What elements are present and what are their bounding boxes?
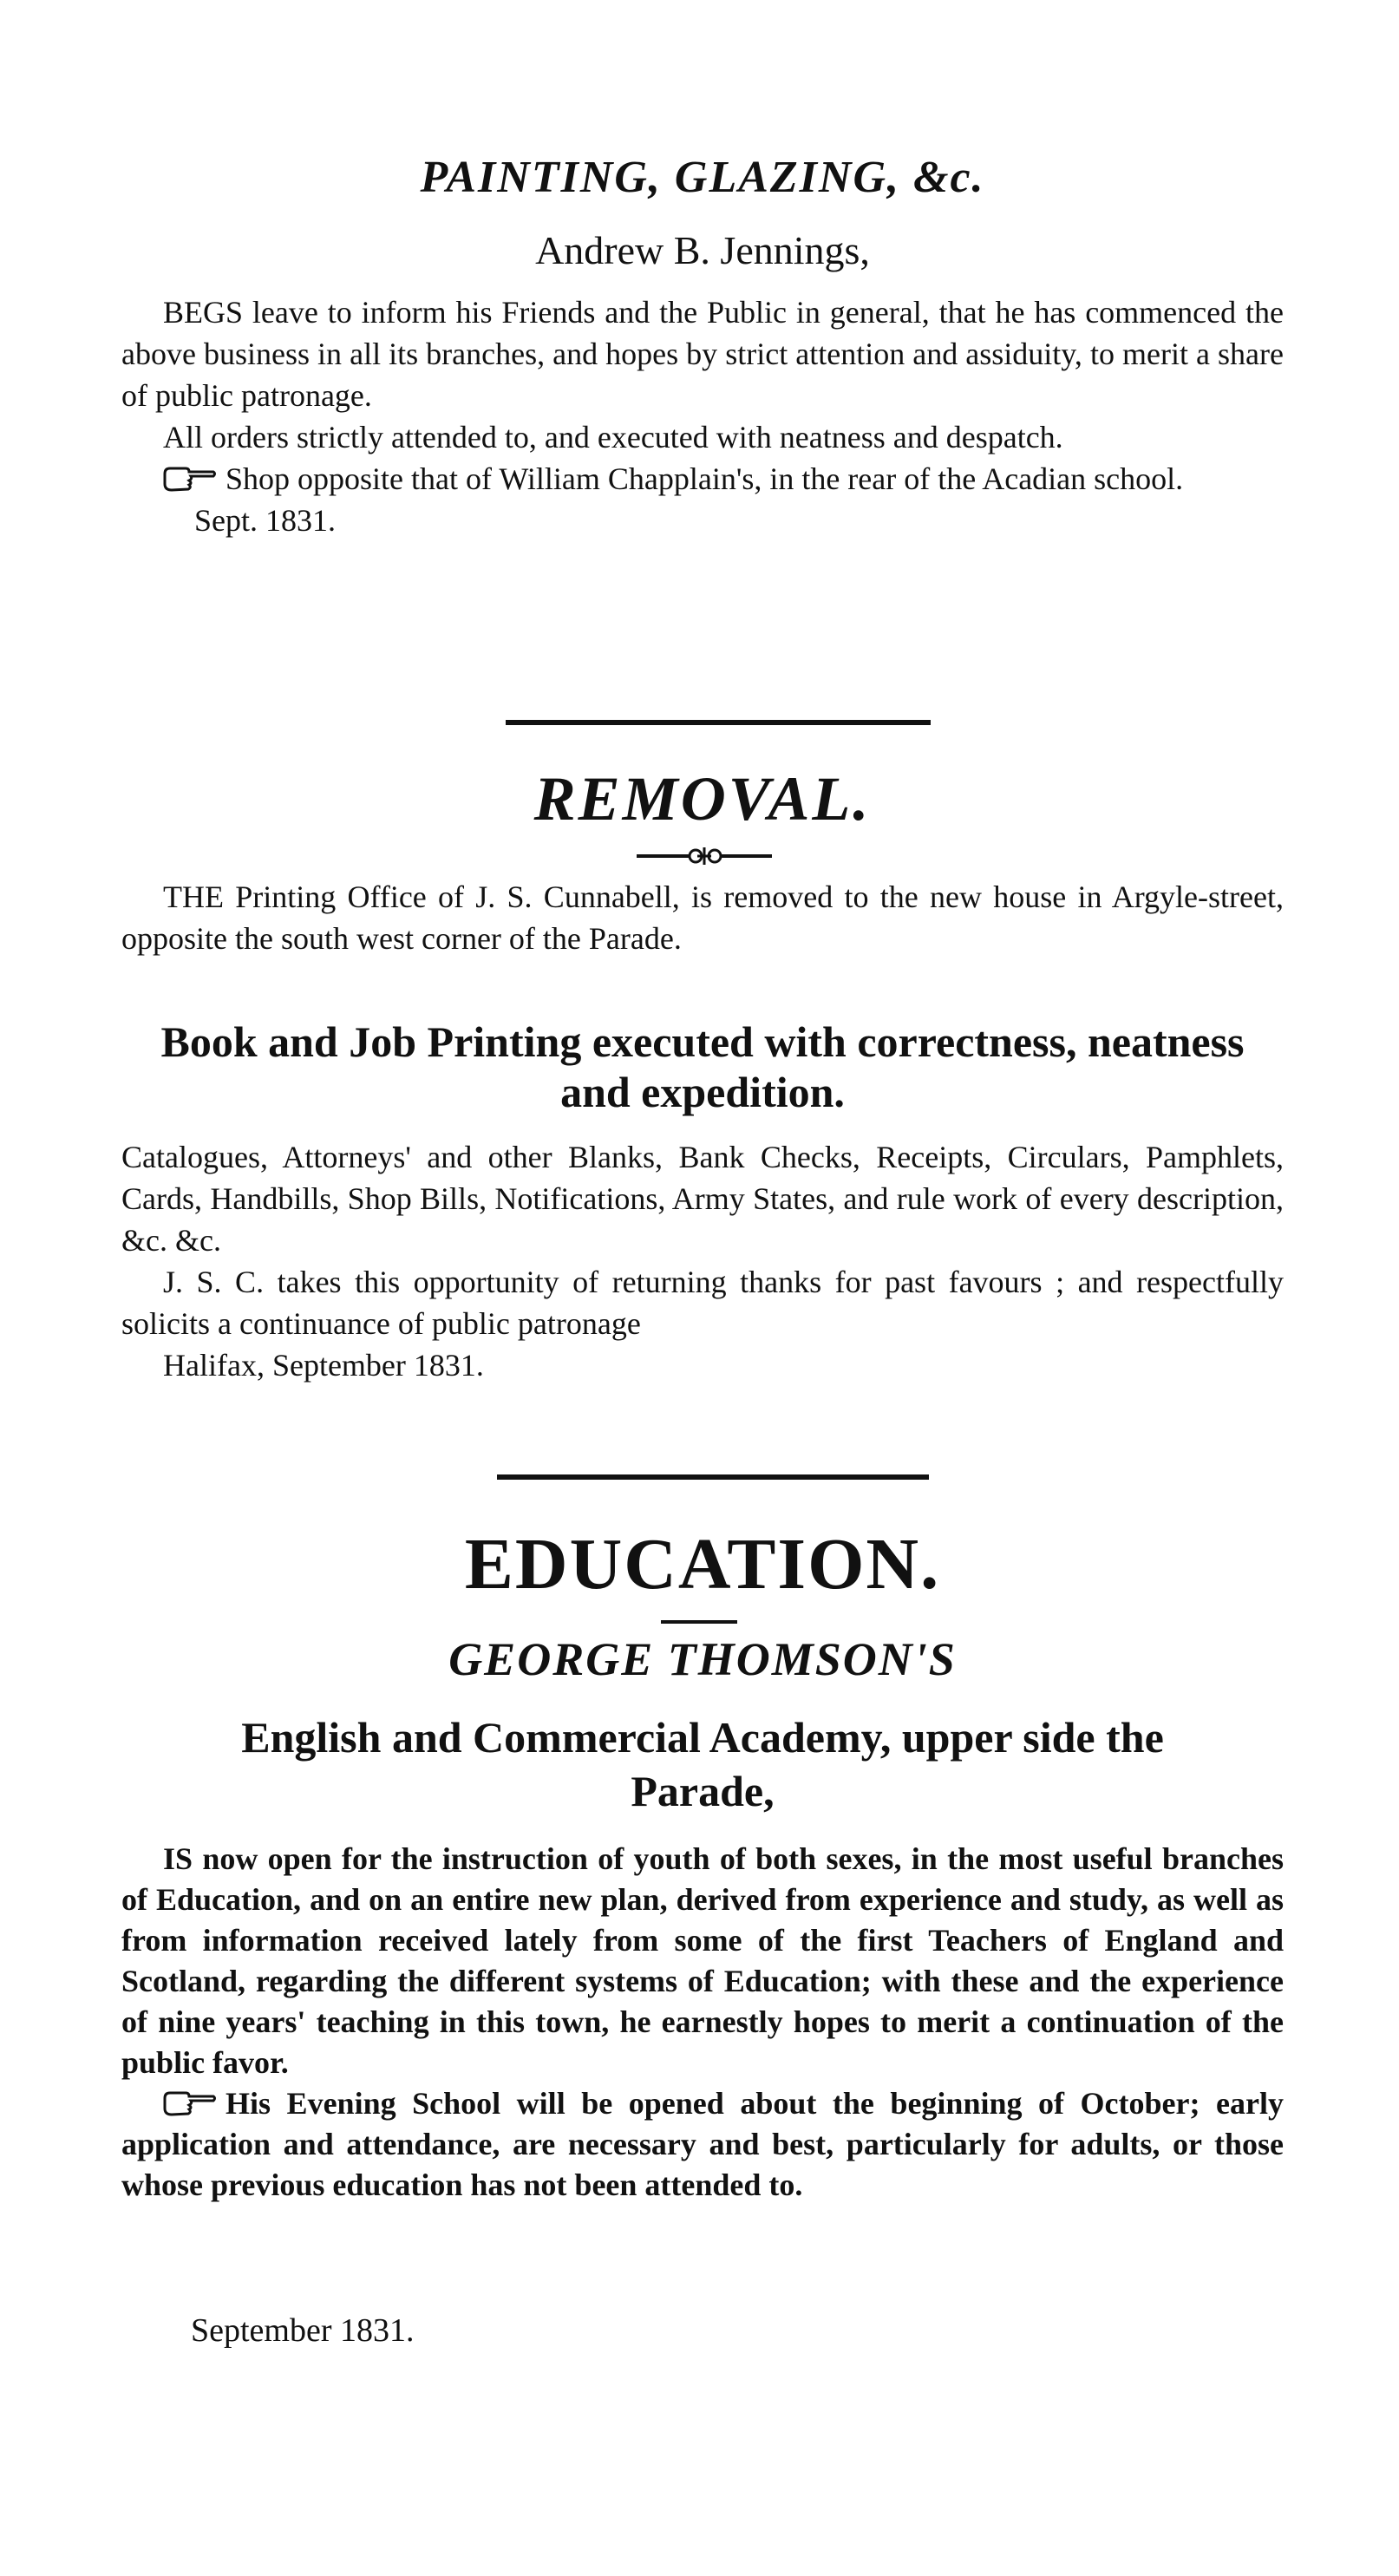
painting-paragraph-2: All orders strictly attended to, and executed with neatness and despatch. bbox=[163, 420, 1063, 454]
education-paragraph-2 bbox=[121, 2083, 1284, 2206]
removal-title: REMOVAL. bbox=[533, 764, 872, 834]
removal-date: Halifax, September 1831. bbox=[163, 1348, 484, 1383]
education-headline: English and Commercial Academy, upper side the Parade, bbox=[241, 1713, 1164, 1815]
education-date: September 1831. bbox=[191, 2312, 415, 2349]
section-divider bbox=[497, 1474, 929, 1480]
removal-body bbox=[121, 876, 1284, 959]
painting-body bbox=[121, 291, 1284, 541]
removal-paragraph-2: Catalogues, Attorneys' and other Blanks, Bank Checks, Receipts, Circulars, Pamphlets, Cards, Handbills, Shop Bills, Notifications, Army States, and rule work of every description, &c. &c. bbox=[121, 1140, 1284, 1258]
painting-paragraph-3-text: Shop opposite that of William Chapplain's, in the rear of the Acadian school. bbox=[226, 461, 1184, 496]
short-divider bbox=[661, 1620, 737, 1624]
painting-name: Andrew B. Jennings, bbox=[535, 228, 870, 272]
painting-date: Sept. 1831. bbox=[194, 503, 337, 538]
painting-paragraph-1: BEGS leave to inform his Friends and the Public in general, that he has commenced the above business in all its branches, and hopes by strict attention and assiduity, to merit a share of public patronage. bbox=[121, 295, 1284, 413]
pointing-hand-icon bbox=[163, 2091, 217, 2117]
section-divider bbox=[506, 720, 931, 725]
education-paragraph-2-text: His Evening School will be opened about the beginning of October; early application and attendance, are necessary and best, particularly for adults, or those whose previous education has not been attended to. bbox=[121, 2086, 1284, 2202]
painting-title: PAINTING, GLAZING, &c. bbox=[420, 153, 985, 202]
education-title: EDUCATION. bbox=[464, 1524, 941, 1605]
removal-paragraph-3: J. S. C. takes this opportunity of returning thanks for past favours ; and respectfully solicits a continuance of public patronage bbox=[121, 1265, 1284, 1341]
painting-paragraph-3 bbox=[121, 458, 1284, 500]
education-paragraph-1: IS now open for the instruction of youth of both sexes, in the most useful branches of Education, and on an entire new plan, derived from experience and study, as well as from information received lately from some of the first Teachers of England and Scotland, regarding the different systems of Education; with these and the experience of nine years' teaching in this town, he earnestly hopes to merit a continuation of the public favor. bbox=[121, 1841, 1284, 2080]
removal-paragraph-1: THE Printing Office of J. S. Cunnabell, is removed to the new house in Argyle-street, opposite the south west corner of the Parade. bbox=[121, 879, 1284, 956]
education-body bbox=[121, 1839, 1284, 2206]
education-subtitle: GEORGE THOMSON'S bbox=[448, 1633, 957, 1685]
ornament-divider bbox=[635, 846, 774, 866]
pointing-hand-icon bbox=[163, 467, 217, 493]
removal-body-2 bbox=[121, 1136, 1284, 1386]
removal-headline: Book and Job Printing executed with correctness, neatness and expedition. bbox=[160, 1017, 1245, 1116]
